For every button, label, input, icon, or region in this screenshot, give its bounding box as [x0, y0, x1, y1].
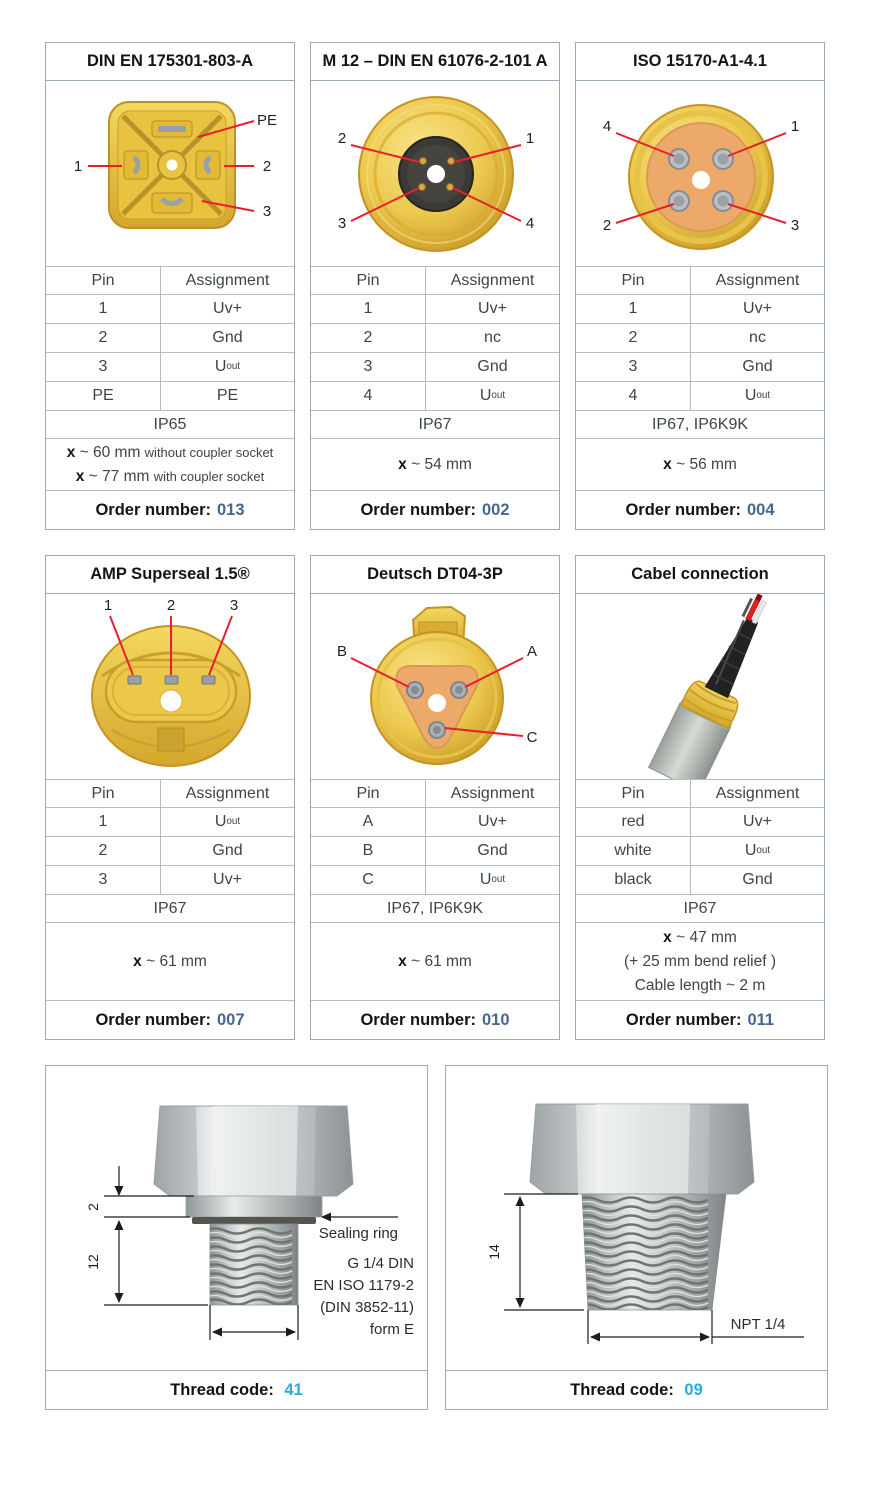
pin-row: [311, 865, 559, 894]
ip-rating: IP67: [311, 410, 559, 438]
pin-label: 3: [337, 215, 347, 232]
order-number-label: Order number:: [625, 500, 741, 519]
assignment-header: Assignment: [715, 271, 800, 289]
card-title: DIN EN 175301-803-A: [46, 43, 294, 81]
pin-label: B: [336, 643, 348, 660]
pin-table-header: [46, 266, 294, 294]
order-number-row: [576, 490, 824, 529]
pin-label: C: [526, 729, 538, 746]
pin-label: 4: [602, 118, 612, 135]
connector-illustration-din: [46, 81, 294, 266]
connector-card-m12: [310, 42, 560, 530]
assignment-header: Assignment: [185, 271, 270, 289]
assignment-cell: U out: [479, 387, 506, 404]
ip-rating: IP67, IP6K9K: [311, 894, 559, 922]
pin-row: [311, 807, 559, 836]
pin-row: [46, 381, 294, 410]
pin-cell: PE: [46, 382, 161, 410]
pin-label: 3: [229, 597, 239, 614]
pin-row: [576, 865, 824, 894]
pin-label: 1: [525, 130, 535, 147]
thread-card-g14: [45, 1065, 428, 1410]
pin-label: 4: [525, 215, 535, 232]
pin-row: [46, 352, 294, 381]
sealing-ring-label: Sealing ring: [318, 1225, 398, 1242]
assignment-cell: Uv+: [478, 300, 507, 317]
assignment-cell: PE: [216, 387, 239, 404]
connector-illustration-amp: [46, 594, 294, 779]
thread-illustration-npt14: [446, 1066, 827, 1370]
pin-header: Pin: [46, 267, 161, 294]
pin-header: Pin: [311, 780, 426, 807]
pin-label: 1: [790, 118, 800, 135]
pin-label: A: [526, 643, 538, 660]
pin-cell: 4: [576, 382, 691, 410]
order-number-value: 004: [747, 500, 775, 519]
pin-cell: 2: [46, 837, 161, 865]
pin-label: 3: [262, 203, 272, 220]
thread-spec-line: (DIN 3852-11): [320, 1299, 414, 1316]
pin-label: 1: [73, 158, 83, 175]
pin-label: 2: [337, 130, 347, 147]
order-number-label: Order number:: [95, 500, 211, 519]
assignment-cell: U out: [479, 871, 506, 888]
pin-cell: B: [311, 837, 426, 865]
ip-rating: IP67, IP6K9K: [576, 410, 824, 438]
thread-spec-line: G 1/4 DIN: [347, 1255, 414, 1272]
pin-row: [576, 836, 824, 865]
pin-row: [311, 352, 559, 381]
order-number-row: [311, 1000, 559, 1039]
order-number-row: [46, 490, 294, 529]
pin-row: [46, 323, 294, 352]
pin-row: [576, 381, 824, 410]
dim-label-12: 12: [85, 1254, 101, 1270]
dimension-row: x ~ 61 mm: [311, 922, 559, 1000]
card-title: ISO 15170-A1-4.1: [576, 43, 824, 81]
assignment-cell: nc: [749, 329, 766, 346]
pin-header: Pin: [576, 780, 691, 807]
pin-table-header: [311, 779, 559, 807]
assignment-header: Assignment: [185, 784, 270, 802]
assignment-header: Assignment: [450, 784, 535, 802]
assignment-cell: Uv+: [213, 871, 242, 888]
order-number-label: Order number:: [360, 500, 476, 519]
assignment-cell: Uv+: [743, 300, 772, 317]
order-number-label: Order number:: [625, 1010, 742, 1029]
pin-cell: black: [576, 866, 691, 894]
pin-label: 2: [166, 597, 176, 614]
pin-cell: 4: [311, 382, 426, 410]
dimension-row: x ~ 54 mm: [311, 438, 559, 490]
pin-table-header: [311, 266, 559, 294]
connector-card-deutsch: [310, 555, 560, 1040]
pin-row: [46, 836, 294, 865]
order-number-value: 011: [747, 1010, 775, 1029]
cable-drawing: [576, 594, 826, 779]
pin-table-header: [576, 779, 824, 807]
pin-row: [46, 865, 294, 894]
order-number-row: [576, 1000, 824, 1039]
thread-code-value: 09: [684, 1381, 703, 1399]
dim-label-2: 2: [85, 1203, 101, 1211]
dimension-row: x ~ 47 mm (+ 25 mm bend relief ) Cable length ~ 2 m: [576, 922, 824, 1000]
connector-card-cable: [575, 555, 825, 1040]
pin-cell: white: [576, 837, 691, 865]
order-number-value: 007: [217, 1010, 245, 1029]
pin-cell: 2: [46, 324, 161, 352]
pin-cell: 3: [46, 866, 161, 894]
thread-illustration-g14: [46, 1066, 427, 1370]
ip-rating: IP67: [46, 894, 294, 922]
connector-illustration-deutsch: [311, 594, 559, 779]
pin-table-header: [576, 266, 824, 294]
assignment-cell: U out: [744, 842, 771, 859]
pin-header: Pin: [46, 780, 161, 807]
thread-code-value: 41: [284, 1381, 303, 1399]
order-number-value: 002: [482, 500, 510, 519]
pin-row: [46, 807, 294, 836]
ip-rating: IP67: [576, 894, 824, 922]
pin-cell: 1: [311, 295, 426, 323]
assignment-cell: Gnd: [742, 871, 773, 888]
pin-row: [576, 323, 824, 352]
pin-cell: red: [576, 808, 691, 836]
thread-code-row: [46, 1370, 427, 1409]
assignment-cell: Uv+: [478, 813, 507, 830]
pin-cell: C: [311, 866, 426, 894]
ip-rating: IP65: [46, 410, 294, 438]
assignment-cell: Gnd: [742, 358, 773, 375]
pin-row: [311, 381, 559, 410]
connector-card-amp-superseal: [45, 555, 295, 1040]
order-number-row: [46, 1000, 294, 1039]
pin-cell: 1: [46, 808, 161, 836]
din-connector-drawing: [46, 81, 296, 266]
thread-spec-line: EN ISO 1179-2: [313, 1277, 414, 1294]
pin-label: PE: [256, 112, 278, 129]
card-title: Deutsch DT04-3P: [311, 556, 559, 594]
assignment-header: Assignment: [450, 271, 535, 289]
dimension-row: x ~ 60 mm without coupler socket x ~ 77 mm with coupler socket: [46, 438, 294, 490]
connector-illustration-m12: [311, 81, 559, 266]
connector-illustration-iso: [576, 81, 824, 266]
assignment-cell: Gnd: [212, 842, 243, 859]
pin-table-header: [46, 779, 294, 807]
thread-card-npt14: [445, 1065, 828, 1410]
order-number-value: 013: [217, 500, 245, 519]
g14-bolt-drawing: [46, 1066, 427, 1370]
pin-label: 3: [790, 217, 800, 234]
pin-cell: 1: [576, 295, 691, 323]
thread-spec-line: NPT 1/4: [730, 1316, 786, 1333]
card-title: Cabel connection: [576, 556, 824, 594]
pin-row: [311, 323, 559, 352]
assignment-cell: U out: [744, 387, 771, 404]
pin-label: 2: [262, 158, 272, 175]
assignment-cell: Gnd: [477, 358, 508, 375]
pin-header: Pin: [311, 267, 426, 294]
pin-row: [311, 294, 559, 323]
sealing-ring-shape: [192, 1217, 316, 1224]
thread-spec-line: form E: [369, 1321, 414, 1338]
dim-label-14: 14: [486, 1244, 502, 1260]
card-title: AMP Superseal 1.5®: [46, 556, 294, 594]
deutsch-connector-drawing: [311, 594, 561, 779]
amp-connector-drawing: [46, 594, 296, 779]
assignment-cell: nc: [484, 329, 501, 346]
assignment-cell: U out: [214, 813, 241, 830]
order-number-label: Order number:: [95, 1010, 211, 1029]
order-number-label: Order number:: [360, 1010, 476, 1029]
connector-card-iso-15170: [575, 42, 825, 530]
pin-cell: 2: [311, 324, 426, 352]
assignment-header: Assignment: [715, 784, 800, 802]
pin-row: [311, 836, 559, 865]
order-number-value: 010: [482, 1010, 510, 1029]
thread-code-label: Thread code:: [570, 1381, 674, 1399]
thread-code-label: Thread code:: [170, 1381, 274, 1399]
assignment-cell: Uv+: [743, 813, 772, 830]
pin-row: [576, 807, 824, 836]
npt-bolt-drawing: [446, 1066, 827, 1370]
pin-row: [576, 294, 824, 323]
pin-row: [46, 294, 294, 323]
pin-label: 2: [602, 217, 612, 234]
connector-card-din-en-175301: [45, 42, 295, 530]
pin-cell: 3: [46, 353, 161, 381]
thread-code-row: [446, 1370, 827, 1409]
pin-cell: 2: [576, 324, 691, 352]
pin-header: Pin: [576, 267, 691, 294]
assignment-cell: Gnd: [477, 842, 508, 859]
assignment-cell: Gnd: [212, 329, 243, 346]
pin-cell: 1: [46, 295, 161, 323]
iso-connector-drawing: [576, 81, 826, 266]
assignment-cell: U out: [214, 358, 241, 375]
card-title: M 12 – DIN EN 61076-2-101 A: [311, 43, 559, 81]
dimension-row: x ~ 61 mm: [46, 922, 294, 1000]
pin-cell: 3: [576, 353, 691, 381]
order-number-row: [311, 490, 559, 529]
pin-row: [576, 352, 824, 381]
pin-label: 1: [103, 597, 113, 614]
pin-cell: 3: [311, 353, 426, 381]
dimension-row: x ~ 56 mm: [576, 438, 824, 490]
cable-illustration: [576, 594, 824, 779]
m12-connector-drawing: [311, 81, 561, 266]
assignment-cell: Uv+: [213, 300, 242, 317]
pin-cell: A: [311, 808, 426, 836]
